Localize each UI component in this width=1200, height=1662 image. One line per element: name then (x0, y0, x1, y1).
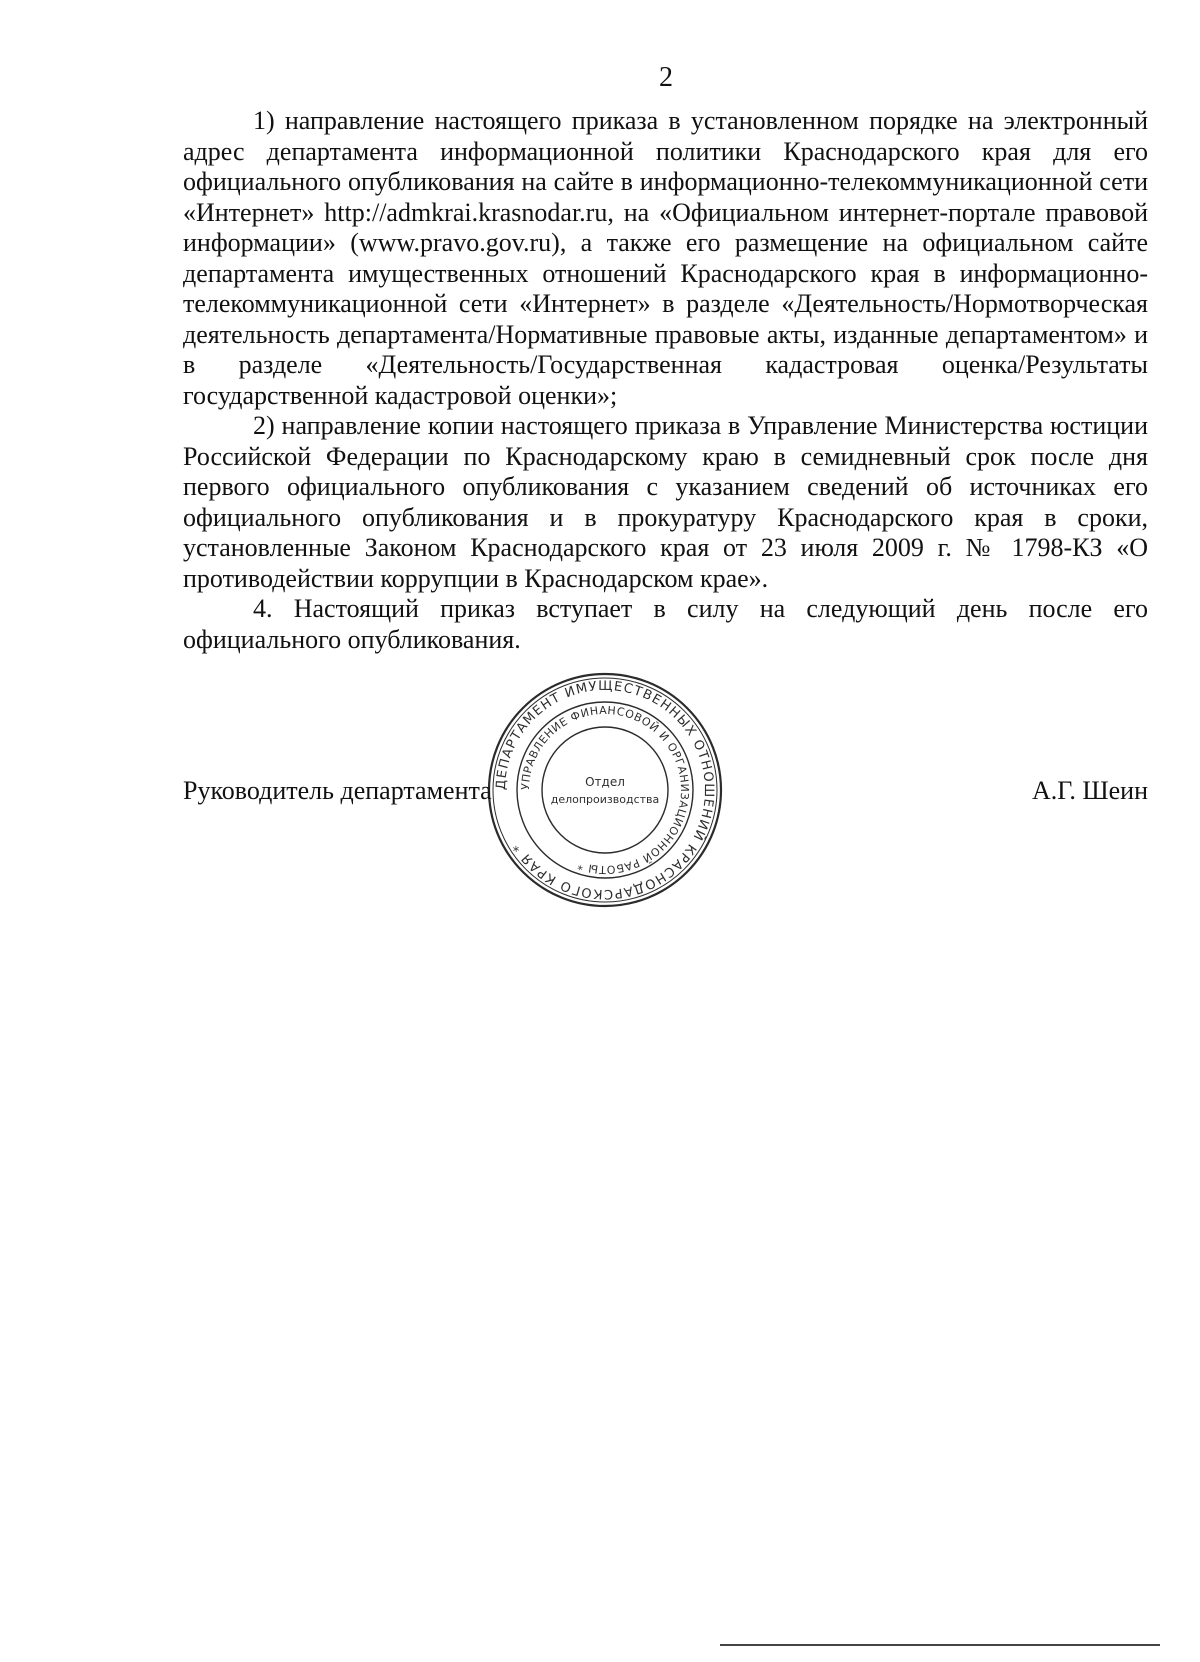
official-stamp (485, 670, 725, 910)
stamp-middle-ring (517, 702, 693, 878)
bottom-divider (720, 1644, 1160, 1646)
document-body (183, 106, 1148, 655)
signatory-title: Руководитель департамента (183, 776, 492, 805)
paragraph-item-4: 4. Настоящий приказ вступает в силу на следующий день после его официального опубликования. (183, 594, 1148, 654)
stamp-center-line-1: Отдел (585, 775, 625, 789)
stamp-center-line-2: делопроизводства (550, 793, 660, 806)
signatory-name: А.Г. Шеин (1032, 776, 1148, 805)
paragraph-item-2: 2) направление копии настоящего приказа в Управление Министерства юстиции Российской Федерации по Краснодарскому краю в семидневный срок после дня первого официального опубликования с указанием сведений об источниках его официального опубликования и в прокуратуру Краснодарского края в сроки, установленные Законом Краснодарского края от 23 июля 2009 г. № 1798-КЗ «О противодействии коррупции в Краснодарском крае». (183, 411, 1148, 593)
stamp-inner-ring (542, 727, 668, 853)
page-number: 2 (659, 62, 673, 93)
stamp-inner-text: УПРАВЛЕНИЕ ФИНАНСОВОЙ И ОРГАНИЗАЦИОННОЙ РАБОТЫ * (518, 703, 692, 877)
paragraph-item-1: 1) направление настоящего приказа в установленном порядке на электронный адрес департамента информационной политики Краснодарского края для его официального опубликования на сайте в информационно-телекоммуникационной сети «Интернет» http://admkrai.krasnodar.ru, на «Официальном интернет-портале правовой информации» (www.pravo.gov.ru), а также его размещение на официальном сайте департамента имущественных отношений Краснодарского края в информационно-телекоммуникационной сети «Интернет» в разделе «Деятельность/Нормотворческая деятельность департамента/Нормативные правовые акты, изданные департаментом» и в разделе «Деятельность/Государственная кадастровая оценка/Результаты государственной кадастровой оценки»; (183, 106, 1148, 410)
stamp-outer-text: ДЕПАРТАМЕНТ ИМУЩЕСТВЕННЫХ ОТНОШЕНИЙ КРАСНОДАРСКОГО КРАЯ * (493, 678, 717, 902)
